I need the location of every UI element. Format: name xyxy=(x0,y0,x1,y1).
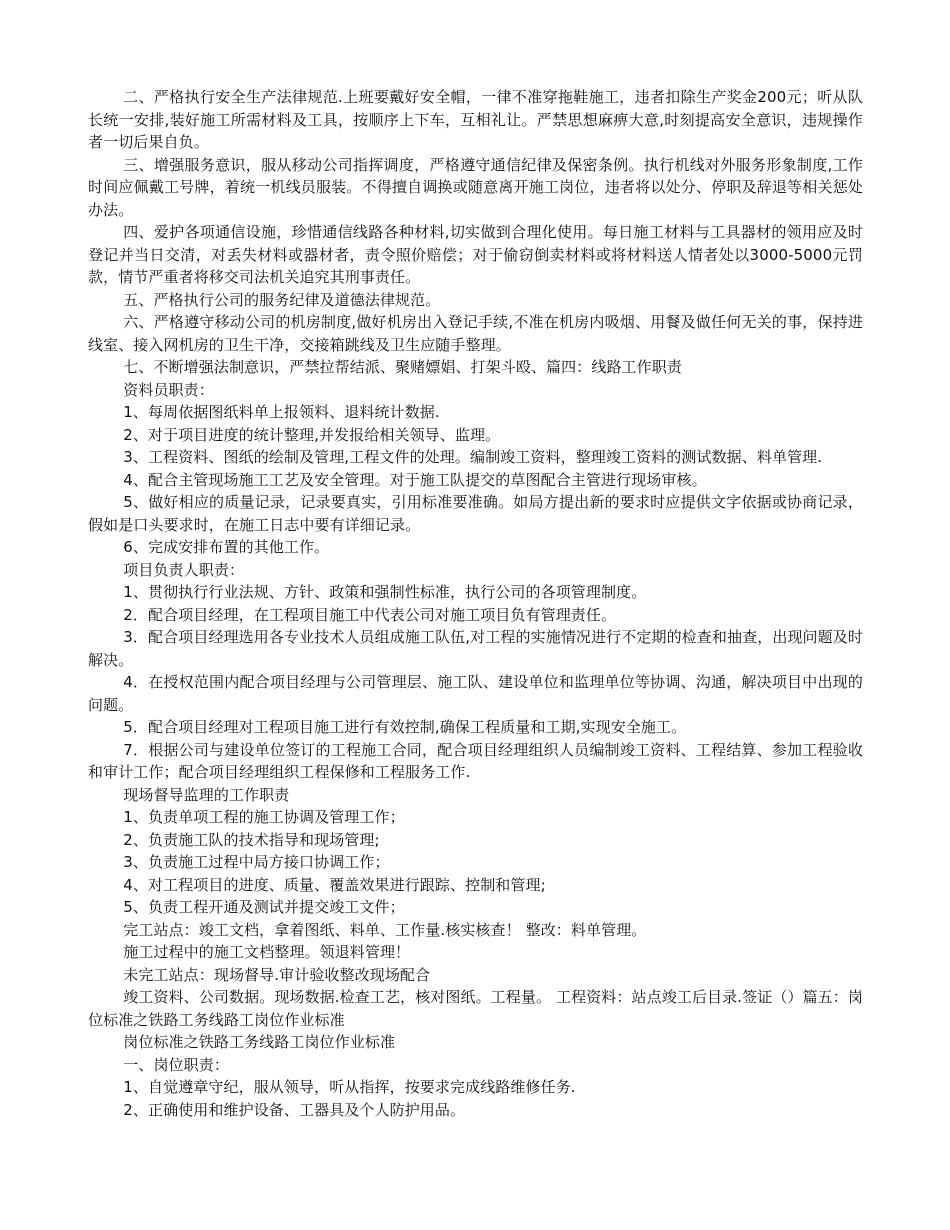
list-item: 3、工程资料、图纸的绘制及管理,工程文件的处理。编制竣工资料，整理竣工资料的测试数据、料单管理. xyxy=(123,448,823,466)
list-item: 1、负责单项工程的施工协调及管理工作； xyxy=(123,808,405,826)
section-heading: 现场督导监理的工作职责 xyxy=(123,785,290,804)
paragraph: 未完工站点：现场督导.审计验收整改现场配合 xyxy=(123,965,431,984)
list-item: 5．配合项目经理对工程项目施工进行有效控制,确保工程质量和工期,实现安全施工。 xyxy=(123,718,687,736)
paragraph: 五、严格执行公司的服务纪律及道德法律规范。 xyxy=(123,290,441,309)
list-item: 1、贯彻执行行业法规、方针、政策和强制性标准，执行公司的各项管理制度。 xyxy=(123,583,647,601)
paragraph: 二、严格执行安全生产法律规范.上班要戴好安全帽，一律不准穿拖鞋施工，违者扣除生产奖金200元；听从队长统一安排,装好施工所需材料及工具，按顺序上下车，互相礼让。严禁思想麻痹大意,时刻提高安全意识，违规操作者一切后果自负。 xyxy=(88,88,863,151)
list-item: 2、对于项目进度的统计整理,并发报给相关领导、监理。 xyxy=(123,425,501,444)
paragraph: 竣工资料、公司数据。现场数据.检查工艺，核对图纸。工程量。 工程资料：站点竣工后目录.签证（）篇五：岗位标准之铁路工务线路工岗位作业标准 xyxy=(88,988,863,1029)
section-heading: 资料员职责： xyxy=(123,380,214,399)
paragraph: 七、不断增强法制意识，严禁拉帮结派、聚赌嫖娼、打架斗殴、篇四：线路工作职责 xyxy=(123,358,682,376)
list-item: 4．在授权范围内配合项目经理与公司管理层、施工队、建设单位和监理单位等协调、沟通，解决项目中出现的问题。 xyxy=(88,673,863,714)
paragraph: 三、增强服务意识，服从移动公司指挥调度，严格遵守通信纪律及保密条例。执行机线对外服务形象制度,工作时间应佩戴工号牌，着统一机线员服装。不得擅自调换或随意离开施工岗位，违者将以处分、停职及辞退等相关惩处办法。 xyxy=(88,155,863,219)
section-heading: 项目负责人职责： xyxy=(123,560,245,579)
section-heading: 一、岗位职责： xyxy=(123,1055,229,1074)
list-item: 1、每周依据图纸料单上报领料、退料统计数据. xyxy=(123,403,440,421)
list-item: 3．配合项目经理选用各专业技术人员组成施工队伍,对工程的实施情况进行不定期的检查和抽查，出现问题及时解决。 xyxy=(88,628,863,669)
paragraph: 施工过程中的施工文档整理。领退料管理！ xyxy=(123,943,411,961)
list-item: 3、负责施工过程中局方接口协调工作； xyxy=(123,853,390,871)
list-item: 4、配合主管现场施工工艺及安全管理。对于施工队提交的草图配合主管进行现场审核。 xyxy=(123,470,707,489)
list-item: 2、正确使用和维护设备、工器具及个人防护用品。 xyxy=(123,1100,466,1119)
list-item: 5、负责工程开通及测试并提交竣工文件； xyxy=(123,898,405,916)
paragraph: 完工站点：竣工文档，拿着图纸、料单、工作量.核实核查！ 整改：料单管理。 xyxy=(123,920,647,939)
section-heading: 岗位标准之铁路工务线路工岗位作业标准 xyxy=(123,1033,396,1051)
list-item: 6、完成安排布置的其他工作。 xyxy=(123,538,330,556)
paragraph: 六、严格遵守移动公司的机房制度,做好机房出入登记手续,不准在机房内吸烟、用餐及做任何无关的事，保持进线室、接入网机房的卫生干净，交接箱跳线及卫生应随手整理。 xyxy=(88,313,863,354)
document-body xyxy=(88,86,863,1121)
list-item: 2．配合项目经理，在工程项目施工中代表公司对施工项目负有管理责任。 xyxy=(123,605,617,624)
list-item: 5、做好相应的质量记录，记录要真实，引用标准要准确。如局方提出新的要求时应提供文字依据或协商记录，假如是口头要求时，在施工日志中要有详细记录。 xyxy=(88,493,863,534)
list-item: 4、对工程项目的进度、质量、覆盖效果进行跟踪、控制和管理; xyxy=(123,875,546,894)
list-item: 1、自觉遵章守纪，服从领导，听从指挥，按要求完成线路维修任务. xyxy=(123,1078,576,1096)
paragraph: 四、爱护各项通信设施，珍惜通信线路各种材料,切实做到合理化使用。每日施工材料与工具器材的领用应及时登记并当日交清，对丢失材料或器材者，责令照价赔偿；对于偷窃倒卖材料或将材料送人情者处以3000-5000元罚款，情节严重者将移交司法机关追究其刑事责任。 xyxy=(88,223,863,286)
list-item: 2、负责施工队的技术指导和现场管理; xyxy=(123,830,380,849)
list-item: 7．根据公司与建设单位签订的工程施工合同，配合项目经理组织人员编制竣工资料、工程结算、参加工程验收和审计工作；配合项目经理组织工程保修和工程服务工作. xyxy=(88,740,863,781)
